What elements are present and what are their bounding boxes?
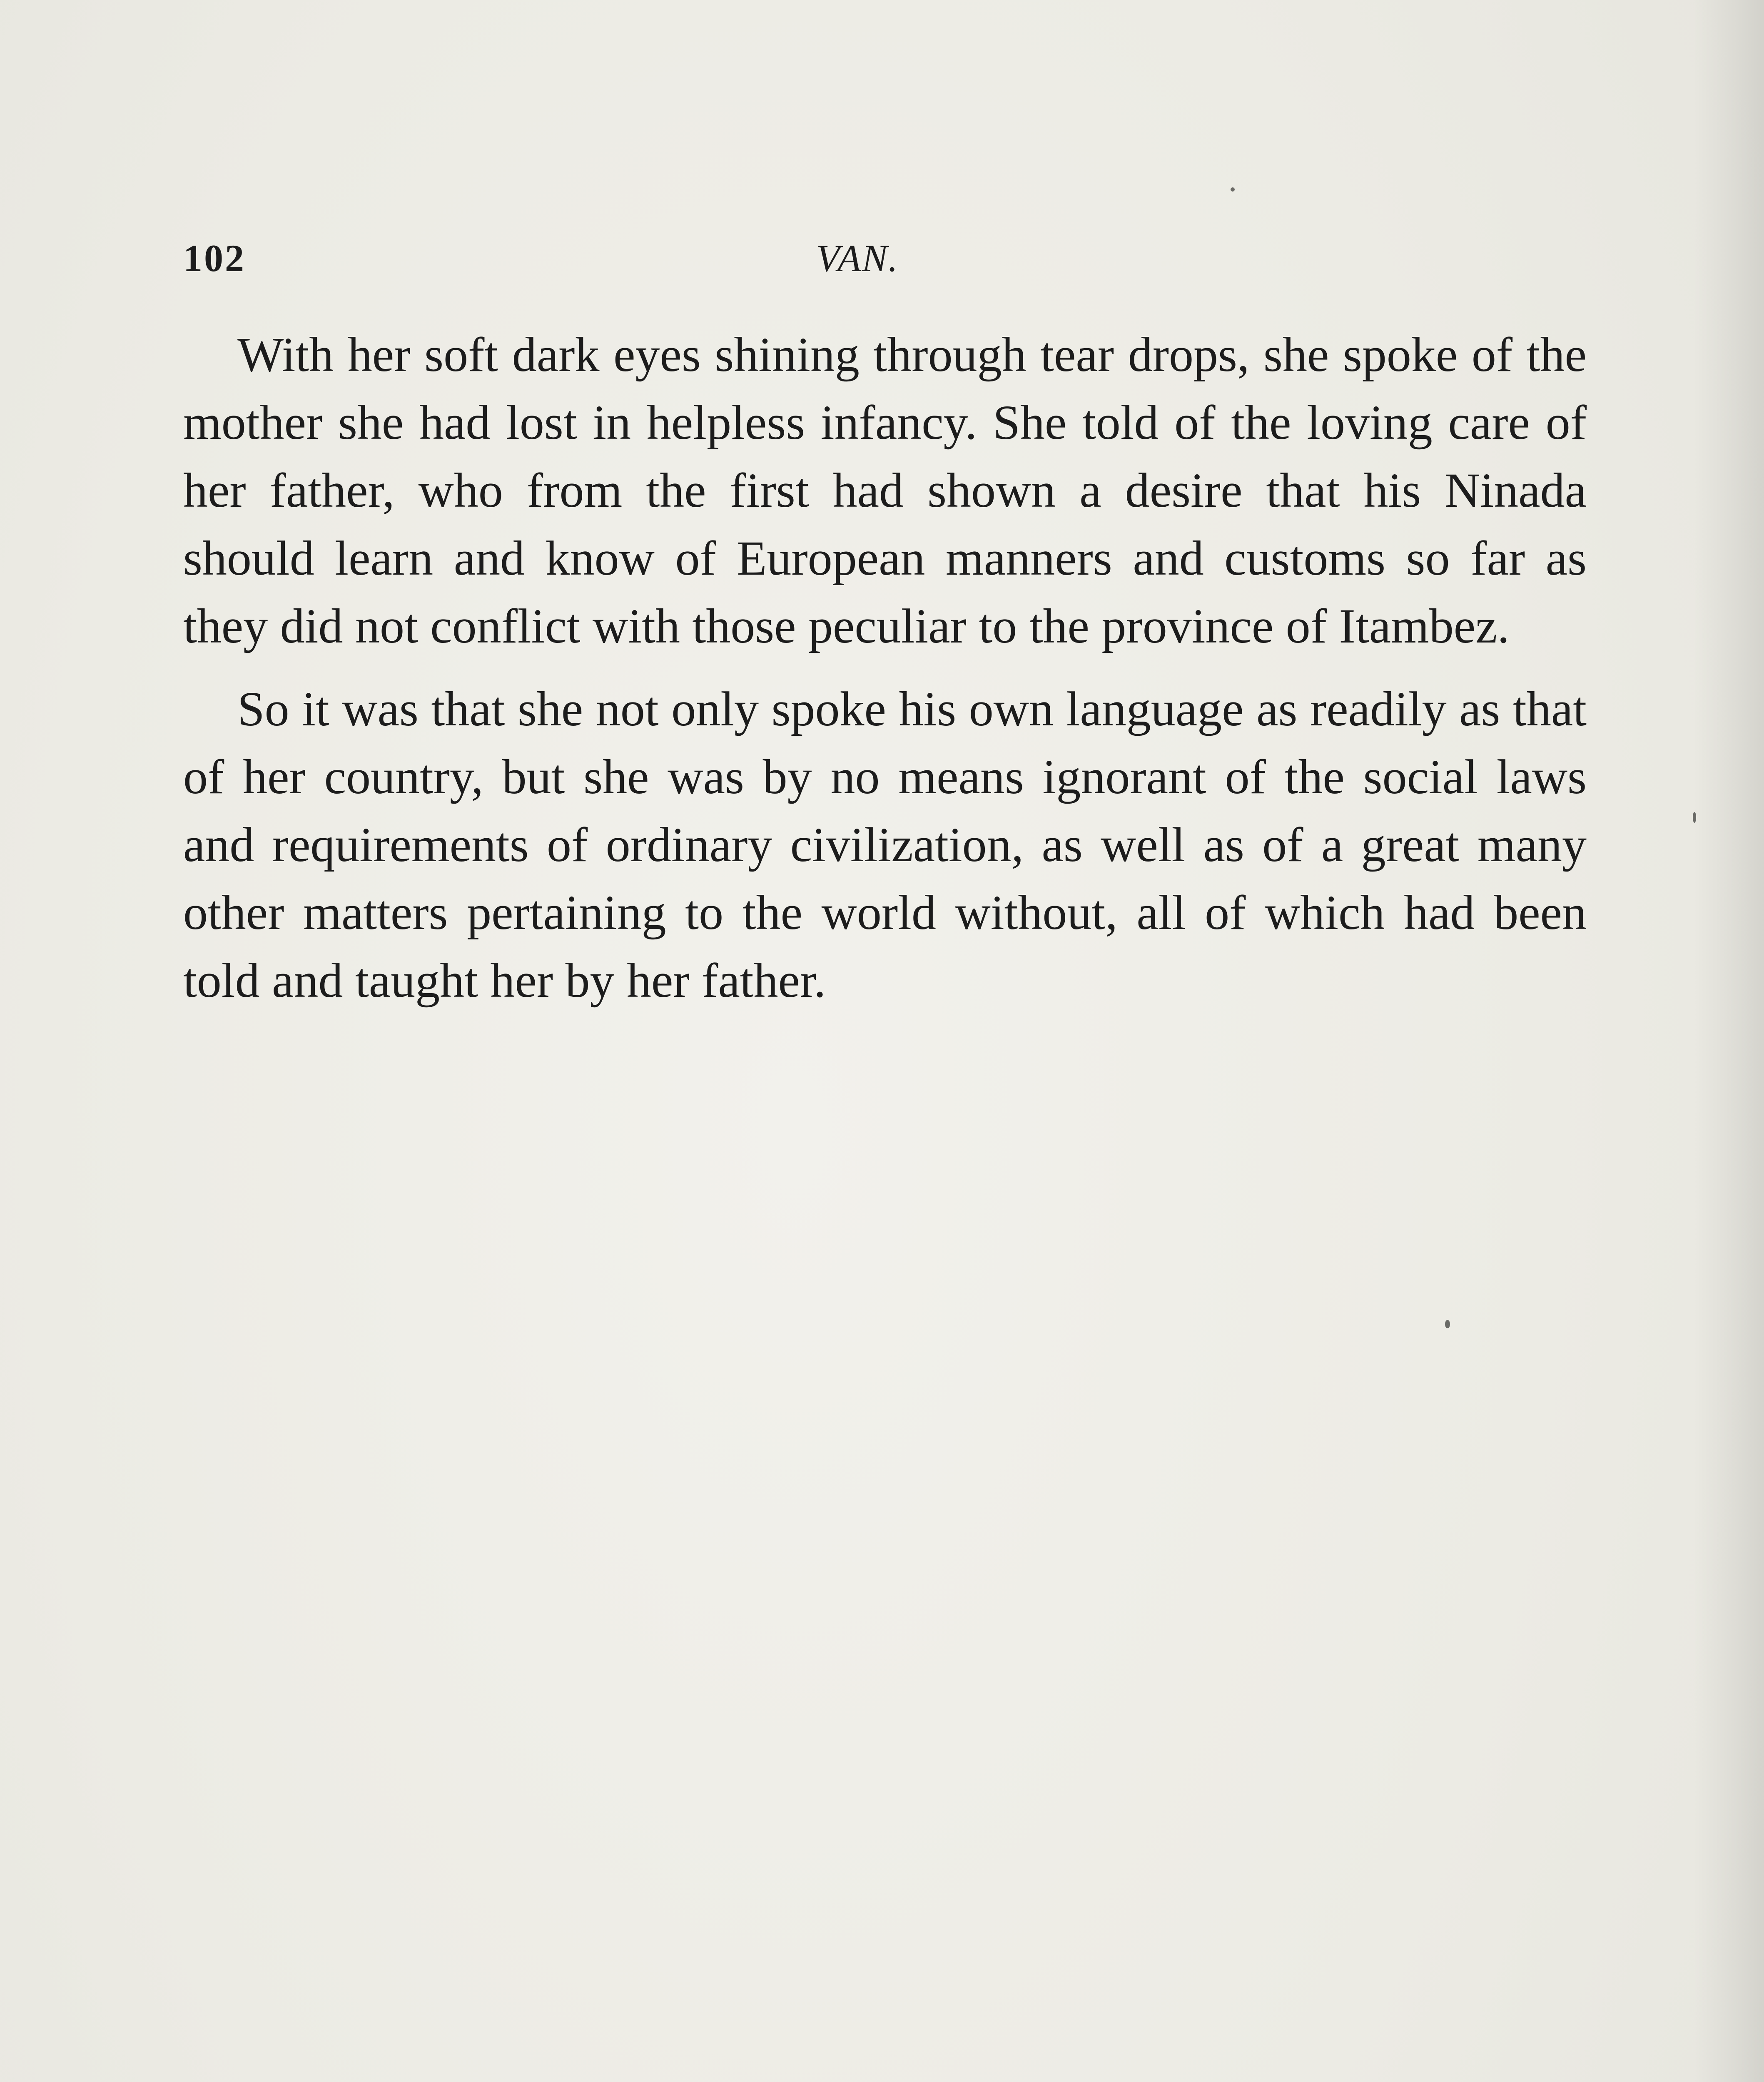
page-number: 102 [183, 237, 246, 279]
running-title: VAN. [816, 237, 899, 279]
paragraph: With her soft dark eyes shining through tear drops, she spoke of the mother she had lost in helpless infancy. She told of the loving care of her father, who from the first had shown a desire that his Ninada should learn and know of European manners and customs so far as they did not conflict with those peculiar to the province of Itambez. [183, 327, 1587, 653]
paper-speck [1445, 1320, 1450, 1328]
page-edge-shadow [1693, 0, 1764, 2082]
paper-speck [1231, 187, 1235, 192]
paper-speck [1693, 812, 1696, 823]
paragraph: So it was that she not only spoke his own language as readily as that of her country, but she was by no means ignorant of the social laws and requirements of ordinary civilization, as well as of a great many other matters pertaining to the world without, all of which had been told and taught her by her father. [183, 682, 1587, 1008]
running-head [183, 227, 1582, 289]
body-text [183, 321, 1587, 1029]
